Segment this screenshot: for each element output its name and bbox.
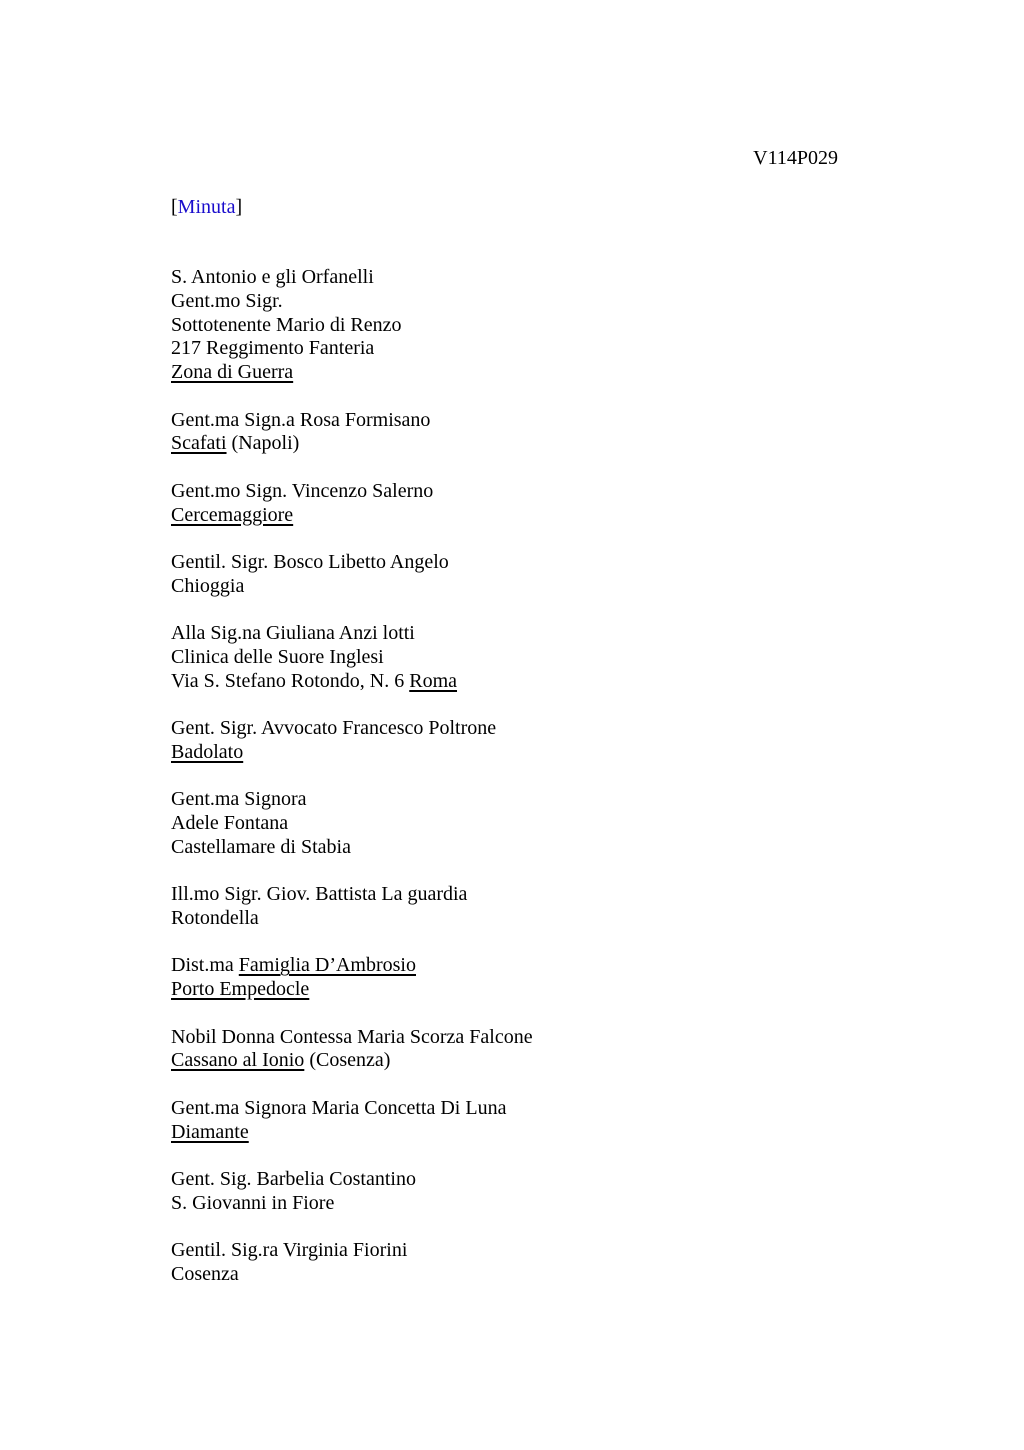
address-text: Ill.mo Sigr. Giov. Battista La guardia [171, 883, 468, 906]
address-line [171, 1263, 871, 1287]
address-text: (Napoli) [226, 432, 300, 455]
address-entry [171, 883, 871, 931]
address-line [171, 836, 871, 860]
underlined-place: Scafati [171, 432, 227, 455]
underlined-place: Porto Empedocle [171, 978, 310, 1001]
address-text: Gent. Sig. Barbelia Costantino [171, 1168, 416, 1191]
address-list [171, 266, 871, 1310]
address-entry [171, 788, 871, 859]
address-text: Dist.ma [171, 954, 239, 977]
underlined-place: Famiglia D’Ambrosio [238, 954, 416, 977]
underlined-place: Cassano al Ionio [171, 1049, 305, 1072]
address-text: Cosenza [171, 1263, 239, 1286]
address-text: Gentil. Sigr. Bosco Libetto Angelo [171, 550, 449, 573]
address-line [171, 337, 871, 361]
address-text: Chioggia [171, 574, 245, 597]
address-text: S. Antonio e gli Orfanelli [171, 266, 374, 288]
address-text: Nobil Donna Contessa Maria Scorza Falcone [171, 1025, 533, 1048]
address-line [171, 717, 871, 741]
address-line [171, 432, 871, 456]
address-text: 217 Reggimento Fanteria [171, 337, 375, 360]
underlined-place: Zona di Guerra [171, 361, 294, 384]
address-text: S. Giovanni in Fiore [171, 1191, 335, 1214]
address-line [171, 788, 871, 812]
address-line [171, 504, 871, 528]
address-line [171, 1026, 871, 1050]
address-entry [171, 622, 871, 693]
address-line [171, 314, 871, 338]
address-line [171, 1168, 871, 1192]
address-text: Gent.ma Signora [171, 788, 307, 811]
address-line [171, 646, 871, 670]
address-text: Gentil. Sig.ra Virginia Fiorini [171, 1239, 408, 1262]
address-line [171, 1121, 871, 1145]
address-text: Rotondella [171, 907, 259, 930]
address-text: Clinica delle Suore Inglesi [171, 645, 384, 668]
address-line [171, 1239, 871, 1263]
address-line [171, 575, 871, 599]
address-line [171, 409, 871, 433]
address-line [171, 290, 871, 314]
address-text: Gent.mo Sigr. [171, 289, 283, 312]
bracket-close: ] [235, 196, 243, 218]
address-line [171, 1049, 871, 1073]
address-text: Gent.ma Sign.a Rosa Formisano [171, 408, 431, 431]
bracket-open: [ [171, 196, 178, 218]
address-text: Gent.mo Sign. Vincenzo Salerno [171, 479, 434, 502]
address-line [171, 622, 871, 646]
address-line [171, 1097, 871, 1121]
underlined-place: Badolato [171, 740, 244, 763]
address-line [171, 1192, 871, 1216]
page-identifier: V114P029 [753, 147, 838, 169]
address-entry [171, 1026, 871, 1074]
address-line [171, 551, 871, 575]
address-entry [171, 954, 871, 1002]
address-entry [171, 266, 871, 385]
minuta-link[interactable]: Minuta [177, 196, 236, 218]
address-entry [171, 480, 871, 528]
address-text: (Cosenza) [304, 1049, 391, 1072]
address-line [171, 883, 871, 907]
address-line [171, 907, 871, 931]
address-entry [171, 409, 871, 457]
address-line [171, 978, 871, 1002]
address-entry [171, 1168, 871, 1216]
address-line [171, 670, 871, 694]
address-entry [171, 551, 871, 599]
address-text: Alla Sig.na Giuliana Anzi lotti [171, 622, 415, 645]
address-line [171, 266, 871, 290]
address-line [171, 741, 871, 765]
address-line [171, 480, 871, 504]
address-text: Gent.ma Signora Maria Concetta Di Luna [171, 1096, 507, 1119]
address-entry [171, 1097, 871, 1145]
underlined-place: Diamante [171, 1120, 249, 1143]
address-line [171, 361, 871, 385]
address-text: Gent. Sigr. Avvocato Francesco Poltrone [171, 717, 497, 740]
underlined-place: Roma [409, 669, 458, 692]
address-text: Sottotenente Mario di Renzo [171, 313, 402, 336]
underlined-place: Cercemaggiore [171, 503, 294, 526]
address-line [171, 954, 871, 978]
address-entry [171, 1239, 871, 1287]
address-text: Adele Fontana [171, 812, 289, 835]
address-text: Via S. Stefano Rotondo, N. 6 [171, 669, 410, 692]
address-entry [171, 717, 871, 765]
minuta-tag [171, 195, 242, 219]
address-line [171, 812, 871, 836]
address-text: Castellamare di Stabia [171, 835, 351, 858]
